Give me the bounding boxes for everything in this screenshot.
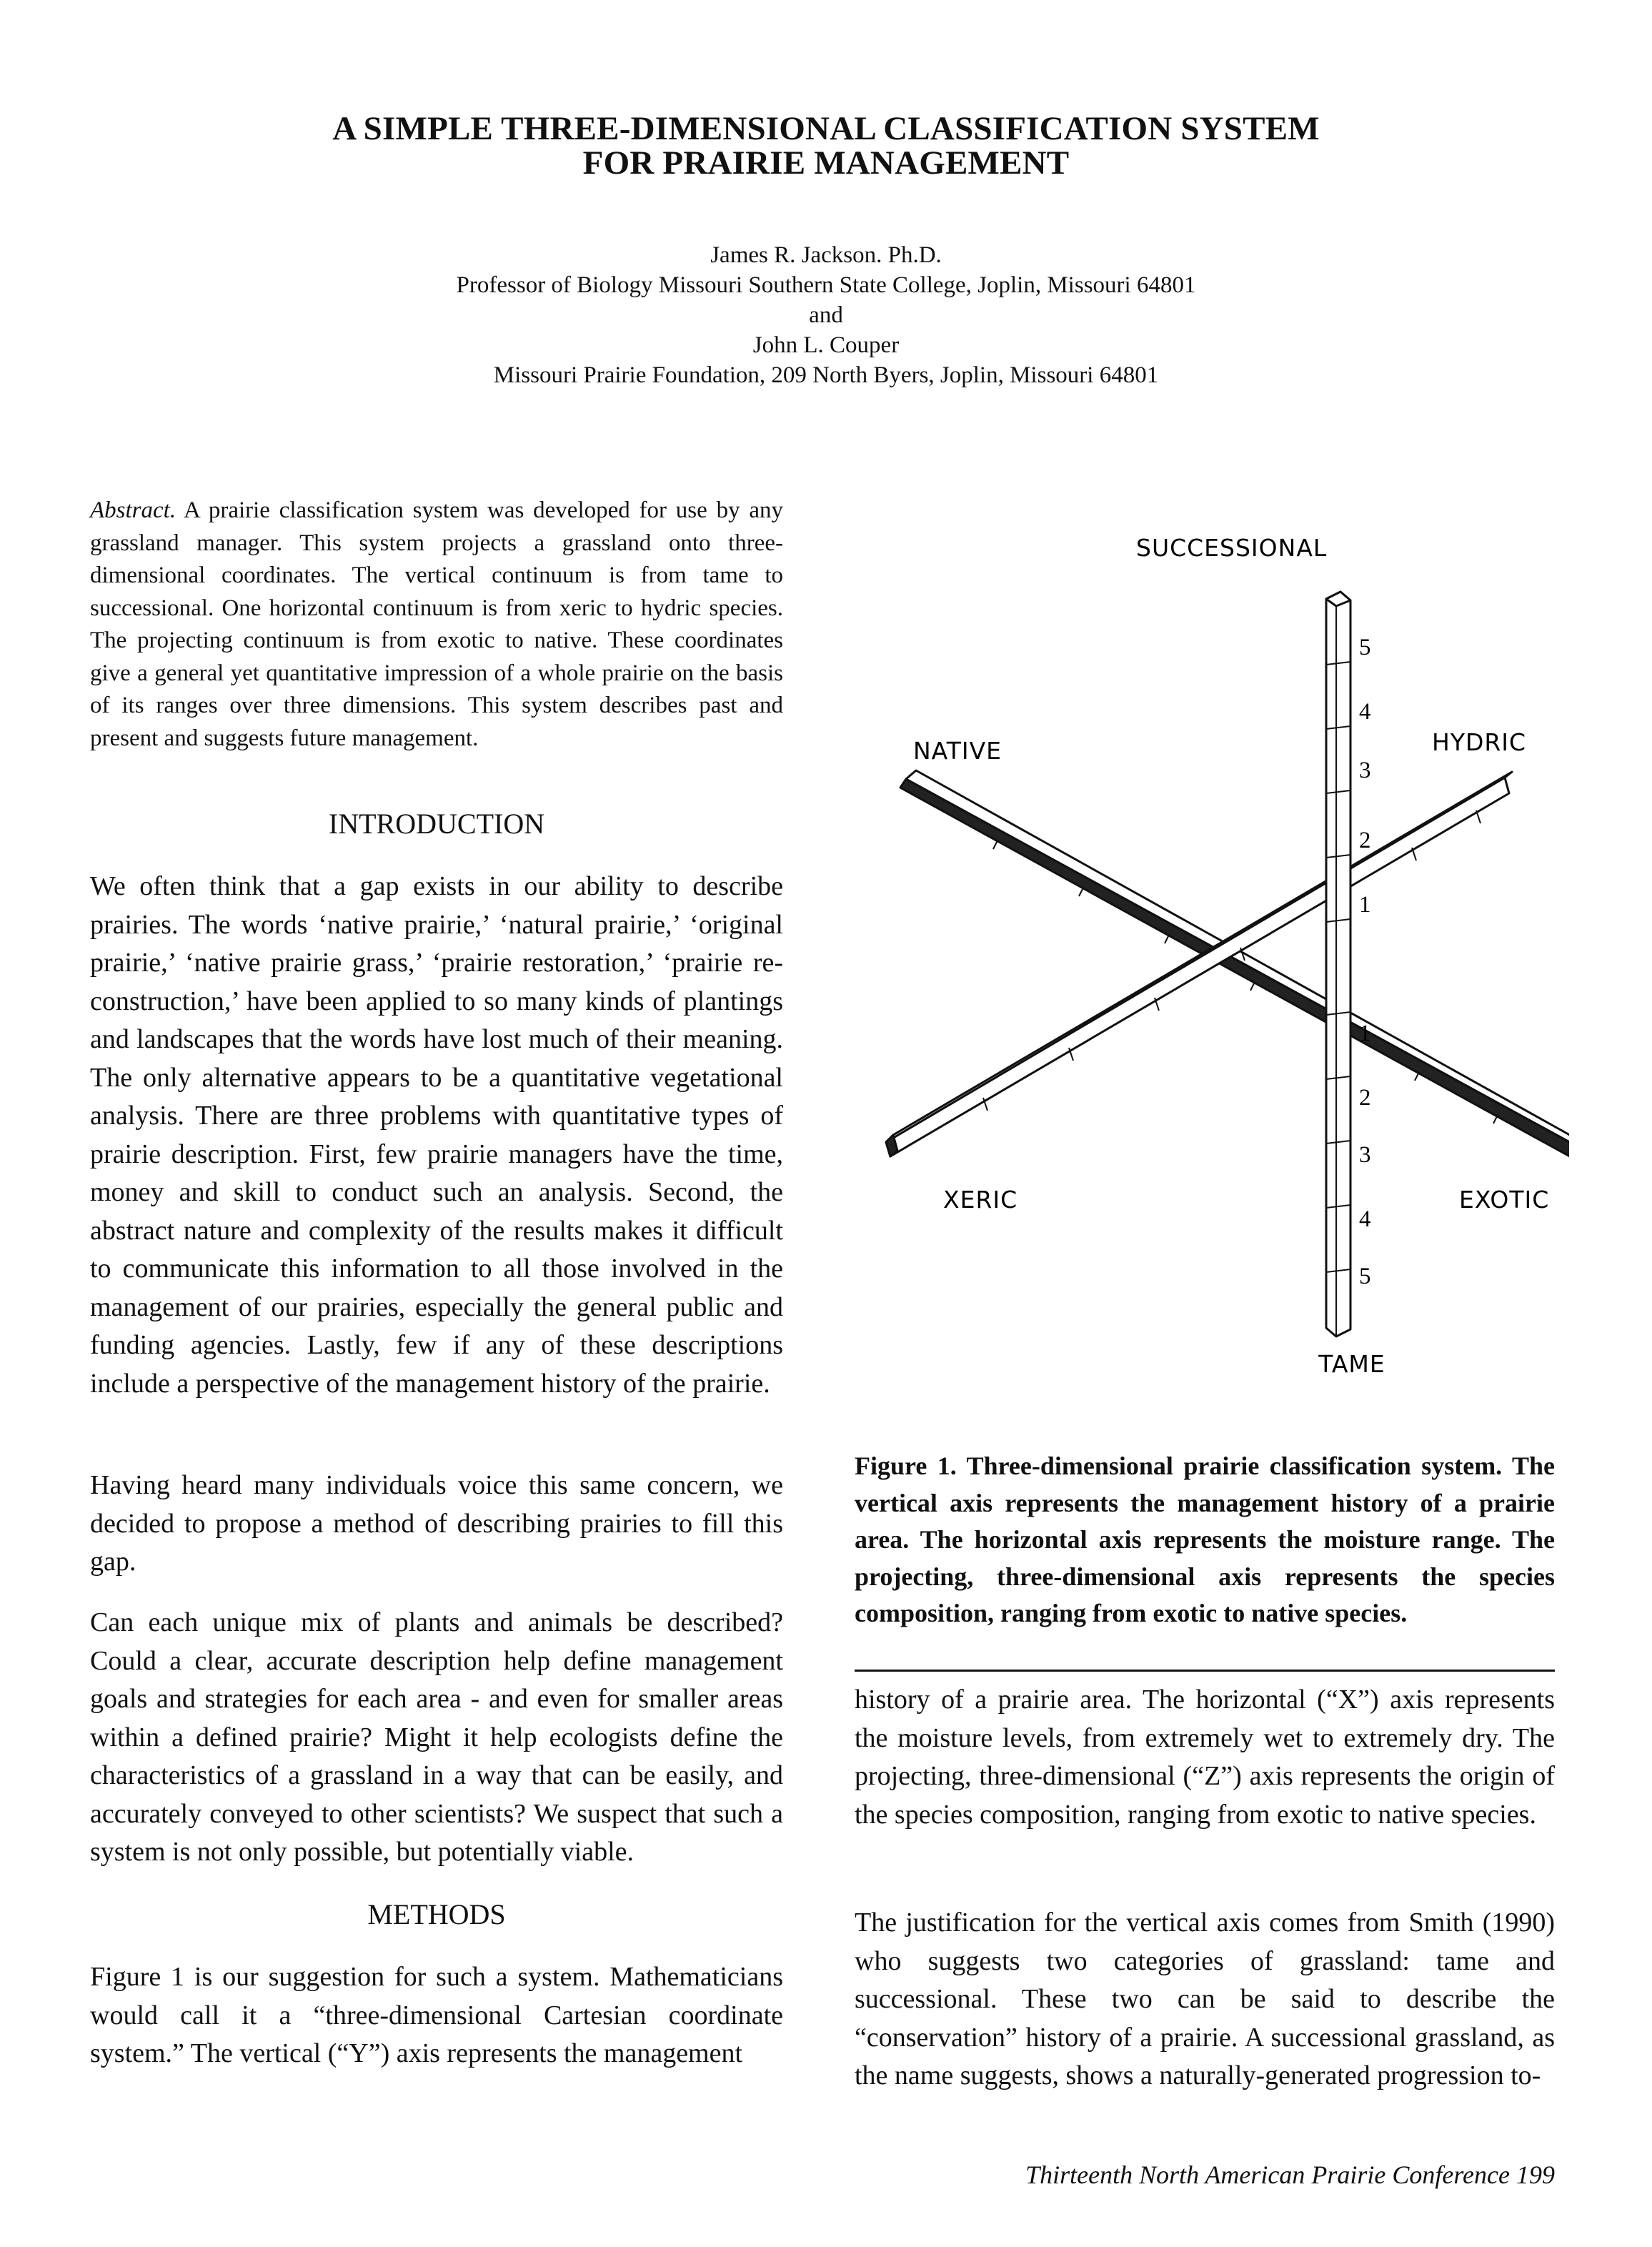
affiliation-2: Missouri Prairie Foundation, 209 North Byers, Joplin, Missouri 64801	[493, 362, 1159, 388]
methods-paragraph-right-1: history of a prairie area. The horizontal (“X”) axis represents the moisture levels, from extremely wet to extremely dry. The projecting, three-dimensional (“Z”) axis represents the origin of the species composition, ranging from exotic to native species.	[855, 1685, 1555, 1830]
caption-rule	[855, 1670, 1555, 1672]
page-footer: Thirteenth North American Prairie Conference 199	[1025, 2161, 1555, 2189]
figure-1-diagram	[855, 522, 1569, 1401]
author-1: James R. Jackson. Ph.D.	[710, 242, 942, 268]
title-line-1: A SIMPLE THREE-DIMENSIONAL CLASSIFICATION SYSTEM	[332, 110, 1320, 147]
introduction-heading: INTRODUCTION	[328, 808, 545, 840]
intro-paragraph-2: Having heard many individuals voice this same concern, we decided to propose a method of describing prairies to fill this gap.	[90, 1470, 783, 1577]
label-hydric: HYDRIC	[1432, 728, 1527, 756]
abstract-text: A prairie classification system was developed for use by any grassland manager. This system projects a grassland onto three-dimensional coordinates. The vertical continuum is from tame to successional. One horizontal continuum is from xeric to hydric species. The projecting continuum is from exotic to native. These coordinates give a general yet quantitative impression of a whole prairie on the basis of its ranges over three dimensions. This system describes past and present and suggests future management.	[90, 497, 784, 751]
methods-heading: METHODS	[367, 1898, 506, 1930]
intro-paragraph-1: We often think that a gap exists in our ability to describe prairies. The words ‘native prairie,’ ‘natural prairie,’ ‘original prairie,’ ‘native prairie grass,’ ‘prairie restoration,’ ‘prairie re-construction,’ have been applied to so many kinds of plantings and landscapes that the words have lost much of their meaning. The only alternative appears to be a quantitative vegetational analysis. There are three problems with quantitative types of prairie description. First, few prairie managers have the time, money and skill to conduct such an analysis. Second, the abstract nature and complexity of the results makes it difficult to communicate this information to all those involved in the management of our prairies, especially the general public and funding agencies. Lastly, few if any of these descriptions include a perspective of the management history of the prairie.	[90, 871, 783, 1399]
abstract	[90, 495, 783, 755]
author-2: John L. Couper	[752, 332, 900, 358]
affiliation-1: Professor of Biology Missouri Southern State College, Joplin, Missouri 64801	[456, 272, 1196, 298]
native-exotic-axis	[900, 770, 1569, 1159]
tick-upper-4: 4	[1359, 699, 1371, 725]
label-native: NATIVE	[913, 737, 1002, 765]
methods-paragraph-left: Figure 1 is our suggestion for such a system. Mathematicians would call it a “three-dimensional Cartesian coordinate system.” The vertical (“Y”) axis represents the management	[90, 1962, 783, 2068]
label-xeric: XERIC	[943, 1186, 1018, 1214]
label-successional: SUCCESSIONAL	[1136, 534, 1328, 562]
tick-lower-1: 1	[1359, 1021, 1371, 1046]
figure-1-caption: Figure 1. Three-dimensional prairie classification system. The vertical axis represents the management history of a prairie area. The horizontal axis represents the moisture range. The projecting, three-dimensional axis represents the species composition, ranging from exotic to native species.	[855, 1452, 1555, 1627]
tick-lower-4: 4	[1359, 1206, 1371, 1232]
author-conjunction: and	[809, 302, 843, 328]
methods-paragraph-right-2: The justification for the vertical axis comes from Smith (1990) who suggests two categories of grassland: tame and successional. These two can be said to describe the “conservation” history of a prairie. A successional grassland, as the name suggests, shows a naturally-generated progression to-	[855, 1908, 1555, 2090]
intro-paragraph-3: Can each unique mix of plants and animals be described? Could a clear, accurate description help define management goals and strategies for each area - and even for smaller areas within a defined prairie? Might it help ecologists define the characteristics of a grassland in a way that can be easily, and accurately conveyed to other scientists? We suspect that such a system is not only possible, but potentially viable.	[90, 1607, 783, 1867]
tame-successional-axis	[1326, 592, 1350, 1336]
paper-title	[214, 111, 1438, 180]
tick-upper-5: 5	[1359, 635, 1371, 660]
abstract-label: Abstract.	[90, 497, 176, 523]
author-block	[214, 240, 1438, 390]
label-exotic: EXOTIC	[1459, 1186, 1550, 1214]
tick-upper-3: 3	[1359, 758, 1371, 783]
tick-lower-3: 3	[1359, 1142, 1371, 1168]
title-line-2: FOR PRAIRIE MANAGEMENT	[582, 144, 1070, 182]
tick-lower-2: 2	[1359, 1085, 1371, 1111]
tick-upper-1: 1	[1359, 892, 1371, 918]
tick-lower-5: 5	[1359, 1264, 1371, 1289]
label-tame: TAME	[1318, 1350, 1385, 1378]
tick-upper-2: 2	[1359, 828, 1371, 853]
